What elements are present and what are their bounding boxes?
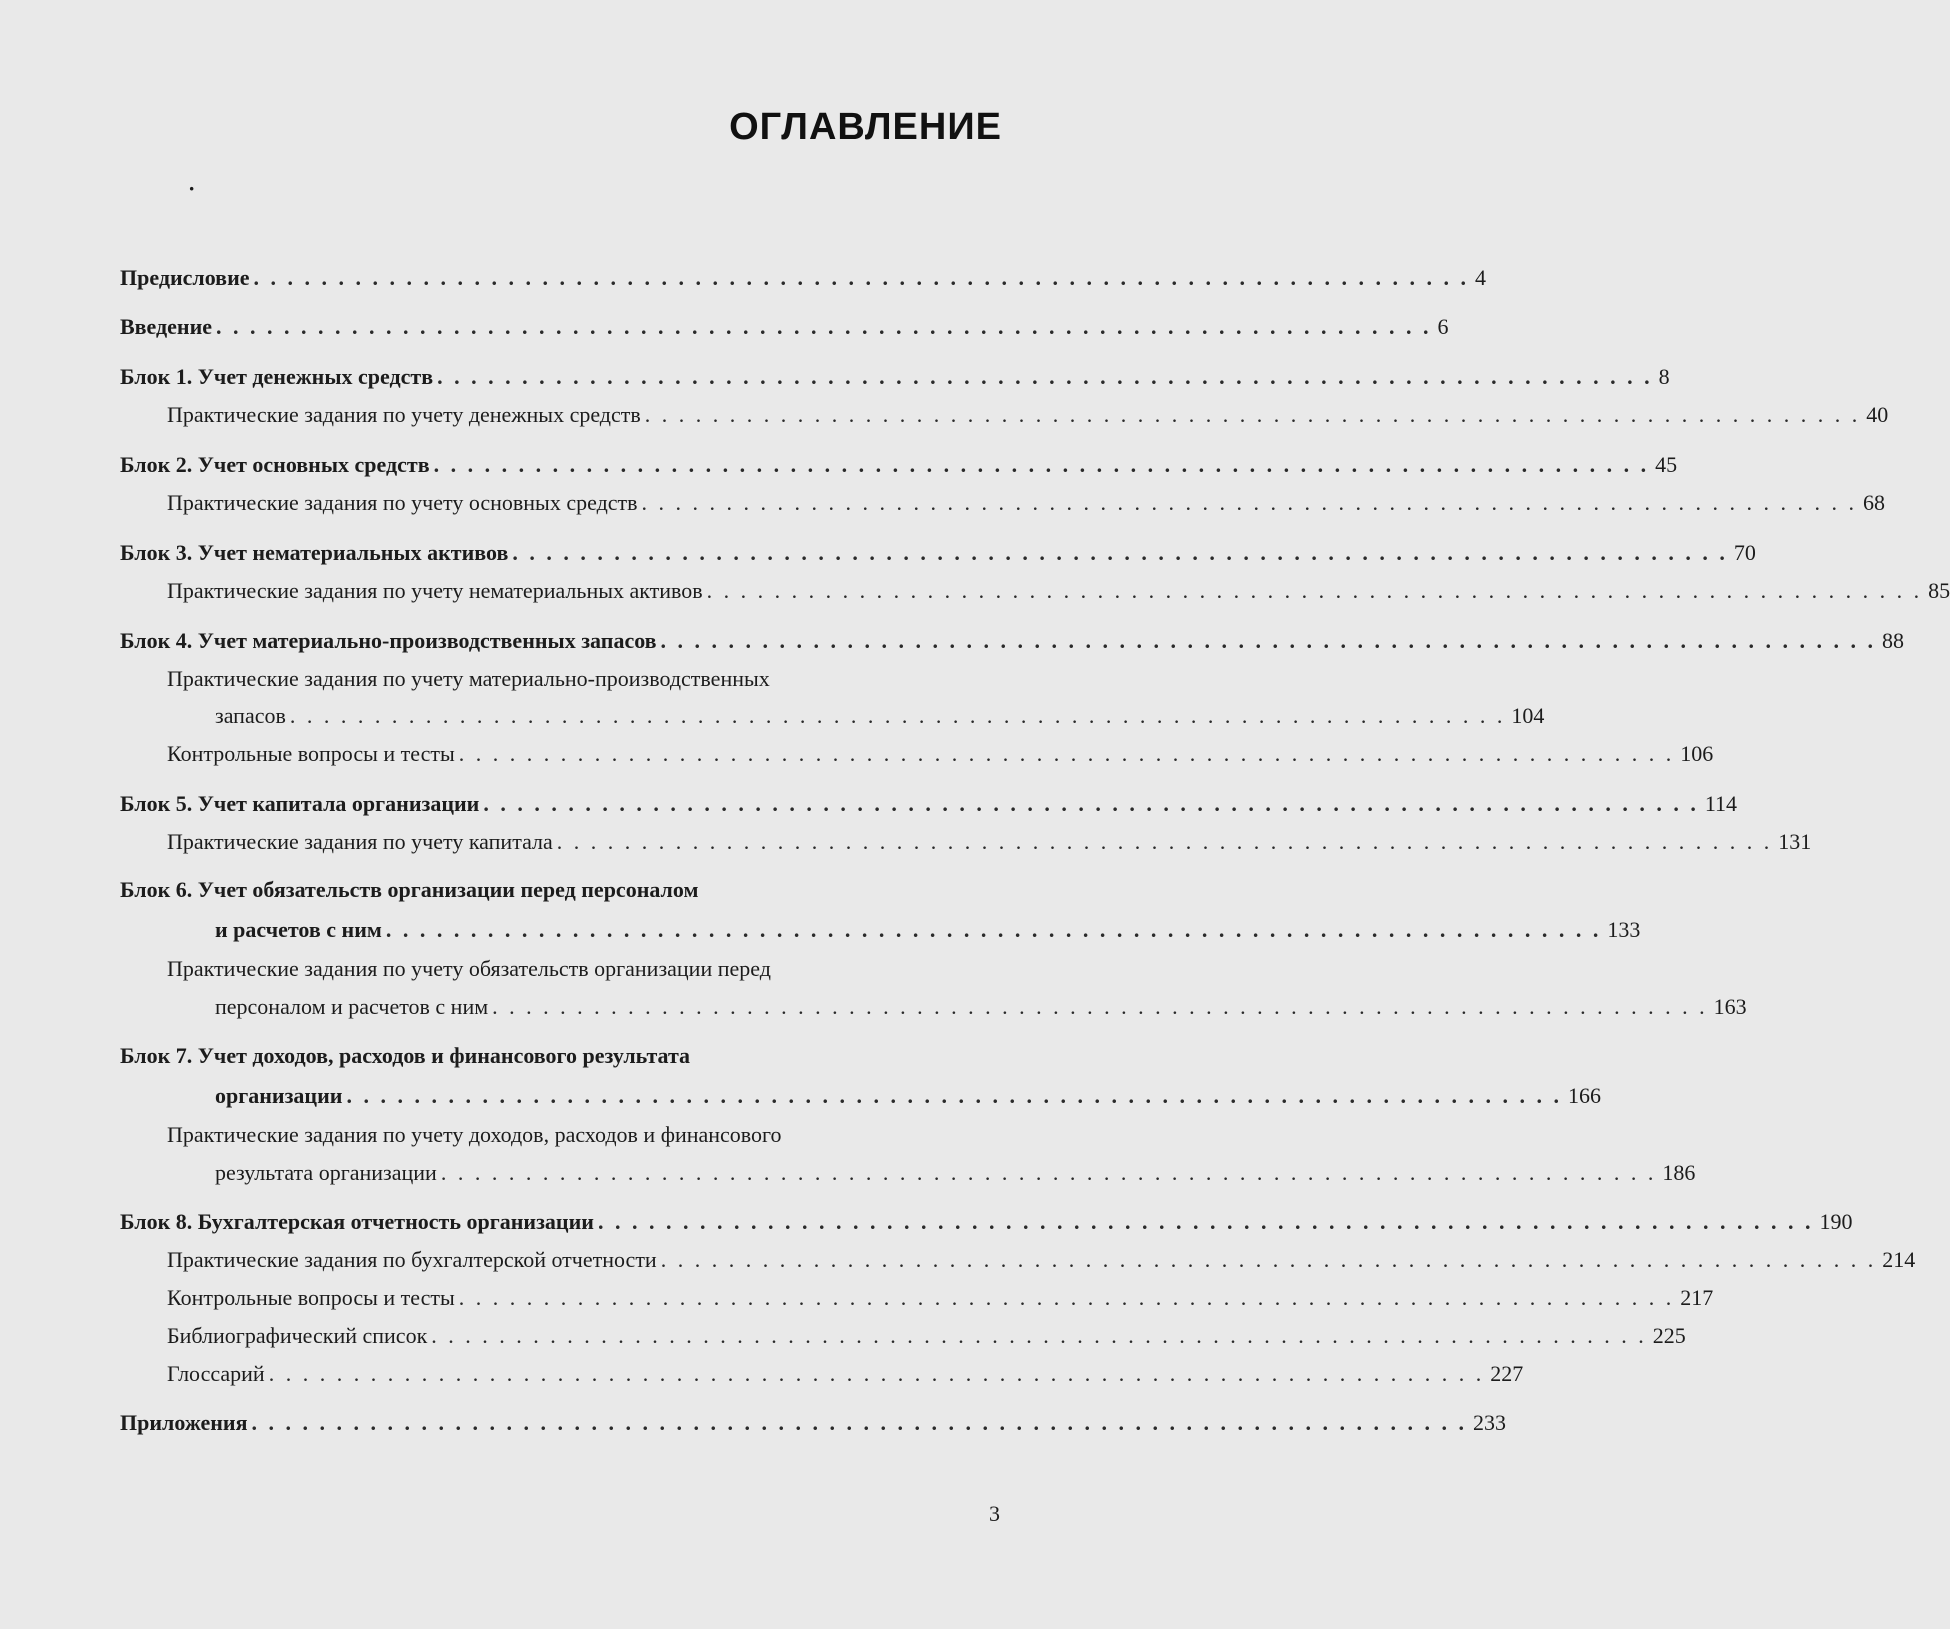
toc-entry-text: Предисловие xyxy=(120,265,250,290)
dot-leader: . . . . . . . . . . . . . . . . . . . . . . . . . . . . . . . . . . . . . . . . . . . . . . . . . . . . . . . . . . . . . . . . . . . . . . . . xyxy=(431,1323,1647,1348)
toc-entry[interactable] xyxy=(167,1284,1714,1312)
dot-leader: . . . . . . . . . . . . . . . . . . . . . . . . . . . . . . . . . . . . . . . . . . . . . . . . . . . . . . . . . . . . . . . . . . . . . . . . xyxy=(268,1361,1485,1386)
dot-leader: . . . . . . . . . . . . . . . . . . . . . . . . . . . . . . . . . . . . . . . . . . . . . . . . . . . . . . . . . . . . . . . . . . . . . . . . xyxy=(289,703,1506,728)
dot-leader: . . . . . . . . . . . . . . . . . . . . . . . . . . . . . . . . . . . . . . . . . . . . . . . . . . . . . . . . . . . . . . . . . . . . . . . . xyxy=(641,490,1858,515)
toc-entry[interactable] xyxy=(120,451,1678,479)
toc-entry-text-line1: Блок 7. Учет доходов, расходов и финансового результата xyxy=(120,1043,691,1068)
toc-entry-text: Блок 1. Учет денежных средств xyxy=(120,364,434,389)
toc-entry-page: 40 xyxy=(1866,402,1889,427)
dot-leader: . . . . . . . . . . . . . . . . . . . . . . . . . . . . . . . . . . . . . . . . . . . . . . . . . . . . . . . . . . . . . . . . . . . . . . . . xyxy=(253,265,1470,290)
toc-entry-text: запасов xyxy=(215,703,286,728)
toc-entry-text-line1: Практические задания по учету обязательств организации перед xyxy=(167,956,771,981)
dot-leader: . . . . . . . . . . . . . . . . . . . . . . . . . . . . . . . . . . . . . . . . . . . . . . . . . . . . . . . . . . . . . . . . . . . . . . . . xyxy=(492,994,1708,1019)
toc-entry-page: 68 xyxy=(1863,490,1886,515)
dot-leader: . . . . . . . . . . . . . . . . . . . . . . . . . . . . . . . . . . . . . . . . . . . . . . . . . . . . . . . . . . . . . . . . . . . . . . . . xyxy=(437,364,1653,389)
dot-leader: . . . . . . . . . . . . . . . . . . . . . . . . . . . . . . . . . . . . . . . . . . . . . . . . . . . . . . . . . . . . . . . . . . . . . . . . xyxy=(433,452,1650,477)
toc-entry-text: Приложения xyxy=(120,1410,248,1435)
toc-entry-page: 4 xyxy=(1475,265,1487,290)
toc-entry-page: 166 xyxy=(1567,1083,1601,1108)
toc-entry-page: 190 xyxy=(1819,1209,1853,1234)
toc-entry-page: 104 xyxy=(1511,703,1545,728)
toc-entry[interactable] xyxy=(215,1082,1601,1110)
dot-leader: . . . . . . . . . . . . . . . . . . . . . . . . . . . . . . . . . . . . . . . . . . . . . . . . . . . . . . . . . . . . . . . . . . . . . . . . xyxy=(216,314,1432,339)
dot-leader: . . . . . . . . . . . . . . . . . . . . . . . . . . . . . . . . . . . . . . . . . . . . . . . . . . . . . . . . . . . . . . . . . . . . . . . . xyxy=(346,1083,1562,1108)
dot-leader: . . . . . . . . . . . . . . . . . . . . . . . . . . . . . . . . . . . . . . . . . . . . . . . . . . . . . . . . . . . . . . . . . . . . . . . . xyxy=(440,1160,1657,1185)
toc-entry-page: 227 xyxy=(1490,1361,1524,1386)
toc-entry-text: Практические задания по бухгалтерской отчетности xyxy=(167,1247,657,1272)
toc-entry-page: 133 xyxy=(1607,917,1641,942)
toc-entry-text: Практические задания по учету нематериальных активов xyxy=(167,578,703,603)
toc-entry[interactable] xyxy=(167,1360,1524,1388)
toc-entry-text: Блок 2. Учет основных средств xyxy=(120,452,430,477)
dot-leader: . . . . . . . . . . . . . . . . . . . . . . . . . . . . . . . . . . . . . . . . . . . . . . . . . . . . . . . . . . . . . . . . . . . . . . . . xyxy=(512,540,1728,565)
toc-entry-text: Глоссарий xyxy=(167,1361,265,1386)
toc-entry[interactable] xyxy=(120,539,1756,567)
toc-entry[interactable] xyxy=(120,1409,1506,1437)
toc-entry-text: результата организации xyxy=(215,1160,437,1185)
toc-entry[interactable] xyxy=(120,790,1738,818)
toc-entry[interactable] xyxy=(215,1159,1696,1187)
toc-entry-text: Практические задания по учету денежных средств xyxy=(167,402,641,427)
toc-entry-text: Практические задания по учету капитала xyxy=(167,829,553,854)
toc-entry[interactable] xyxy=(167,740,1714,768)
toc-entry-text: Контрольные вопросы и тесты xyxy=(167,1285,455,1310)
toc-entry-page: 163 xyxy=(1713,994,1747,1019)
dot-leader: . . . . . . . . . . . . . . . . . . . . . . . . . . . . . . . . . . . . . . . . . . . . . . . . . . . . . . . . . . . . . . . . . . . . . . . . xyxy=(597,1209,1814,1234)
dot-leader: . . . . . . . . . . . . . . . . . . . . . . . . . . . . . . . . . . . . . . . . . . . . . . . . . . . . . . . . . . . . . . . . . . . . . . . . xyxy=(251,1410,1467,1435)
toc-entry[interactable] xyxy=(120,363,1670,391)
toc-entry-text: персоналом и расчетов с ним xyxy=(215,994,489,1019)
toc-entry[interactable] xyxy=(215,916,1641,944)
toc-entry-text: организации xyxy=(215,1083,343,1108)
toc-entry-text: Библиографический список xyxy=(167,1323,428,1348)
toc-entry-text-line1: Блок 6. Учет обязательств организации перед персоналом xyxy=(120,877,699,902)
toc-entry-text-line1: Практические задания по учету материально-производственных xyxy=(167,666,770,691)
toc-entry-page: 8 xyxy=(1658,364,1670,389)
toc-entry[interactable] xyxy=(120,313,1449,341)
toc-entry[interactable] xyxy=(167,828,1812,856)
page-title: ОГЛАВЛЕНИЕ xyxy=(729,106,1002,148)
stray-mark: · xyxy=(188,176,196,201)
toc-entry-page: 70 xyxy=(1733,540,1756,565)
toc-entry-page: 131 xyxy=(1778,829,1812,854)
toc-entry-text: Контрольные вопросы и тесты xyxy=(167,741,455,766)
toc-entry-page: 214 xyxy=(1882,1247,1916,1272)
toc-entry-text: Блок 8. Бухгалтерская отчетность организации xyxy=(120,1209,594,1234)
dot-leader: . . . . . . . . . . . . . . . . . . . . . . . . . . . . . . . . . . . . . . . . . . . . . . . . . . . . . . . . . . . . . . . . . . . . . . . . xyxy=(556,829,1773,854)
toc-entry-text-line1: Практические задания по учету доходов, расходов и финансового xyxy=(167,1122,782,1147)
toc-entry-text: Блок 4. Учет материально-производственных запасов xyxy=(120,628,657,653)
dot-leader: . . . . . . . . . . . . . . . . . . . . . . . . . . . . . . . . . . . . . . . . . . . . . . . . . . . . . . . . . . . . . . . . . . . . . . . . xyxy=(385,917,1602,942)
toc-entry-text: Блок 5. Учет капитала организации xyxy=(120,791,480,816)
toc-entry[interactable] xyxy=(215,702,1545,730)
toc-entry[interactable] xyxy=(215,993,1747,1021)
toc-entry[interactable] xyxy=(120,627,1905,655)
toc-entry-text: Практические задания по учету основных средств xyxy=(167,490,638,515)
toc-entry-text: Блок 3. Учет нематериальных активов xyxy=(120,540,509,565)
dot-leader: . . . . . . . . . . . . . . . . . . . . . . . . . . . . . . . . . . . . . . . . . . . . . . . . . . . . . . . . . . . . . . . . . . . . . . . . xyxy=(458,1285,1675,1310)
toc-entry-page: 45 xyxy=(1655,452,1678,477)
toc-entry[interactable] xyxy=(120,264,1487,292)
toc-entry-page: 106 xyxy=(1680,741,1714,766)
toc-entry-page: 217 xyxy=(1680,1285,1714,1310)
dot-leader: . . . . . . . . . . . . . . . . . . . . . . . . . . . . . . . . . . . . . . . . . . . . . . . . . . . . . . . . . . . . . . . . . . . . . . . . xyxy=(660,628,1877,653)
toc-entry[interactable] xyxy=(167,1322,1686,1350)
toc-entry-page: 186 xyxy=(1662,1160,1696,1185)
toc-entry[interactable] xyxy=(167,401,1889,429)
dot-leader: . . . . . . . . . . . . . . . . . . . . . . . . . . . . . . . . . . . . . . . . . . . . . . . . . . . . . . . . . . . . . . . . . . . . . . . . xyxy=(483,791,1699,816)
toc-entry-page: 85 xyxy=(1928,578,1950,603)
dot-leader: . . . . . . . . . . . . . . . . . . . . . . . . . . . . . . . . . . . . . . . . . . . . . . . . . . . . . . . . . . . . . . . . . . . . . . . . xyxy=(644,402,1861,427)
toc-entry[interactable] xyxy=(167,1246,1916,1274)
toc-entry-page: 6 xyxy=(1437,314,1449,339)
dot-leader: . . . . . . . . . . . . . . . . . . . . . . . . . . . . . . . . . . . . . . . . . . . . . . . . . . . . . . . . . . . . . . . . . . . . . . . . xyxy=(660,1247,1877,1272)
toc-entry-page: 114 xyxy=(1704,791,1738,816)
toc-entry[interactable] xyxy=(120,1208,1853,1236)
toc-entry-page: 233 xyxy=(1473,1410,1506,1435)
toc-entry[interactable] xyxy=(167,489,1886,517)
dot-leader: . . . . . . . . . . . . . . . . . . . . . . . . . . . . . . . . . . . . . . . . . . . . . . . . . . . . . . . . . . . . . . . . . . . . . . . . xyxy=(458,741,1675,766)
toc-entry[interactable] xyxy=(167,577,1950,605)
toc-entry-text: Введение xyxy=(120,314,213,339)
toc-entry-page: 225 xyxy=(1652,1323,1686,1348)
dot-leader: . . . . . . . . . . . . . . . . . . . . . . . . . . . . . . . . . . . . . . . . . . . . . . . . . . . . . . . . . . . . . . . . . . . . . . . . xyxy=(706,578,1923,603)
toc-entry-text: и расчетов с ним xyxy=(215,917,382,942)
toc-entry-page: 88 xyxy=(1882,628,1905,653)
page-number: 3 xyxy=(989,1501,1000,1526)
